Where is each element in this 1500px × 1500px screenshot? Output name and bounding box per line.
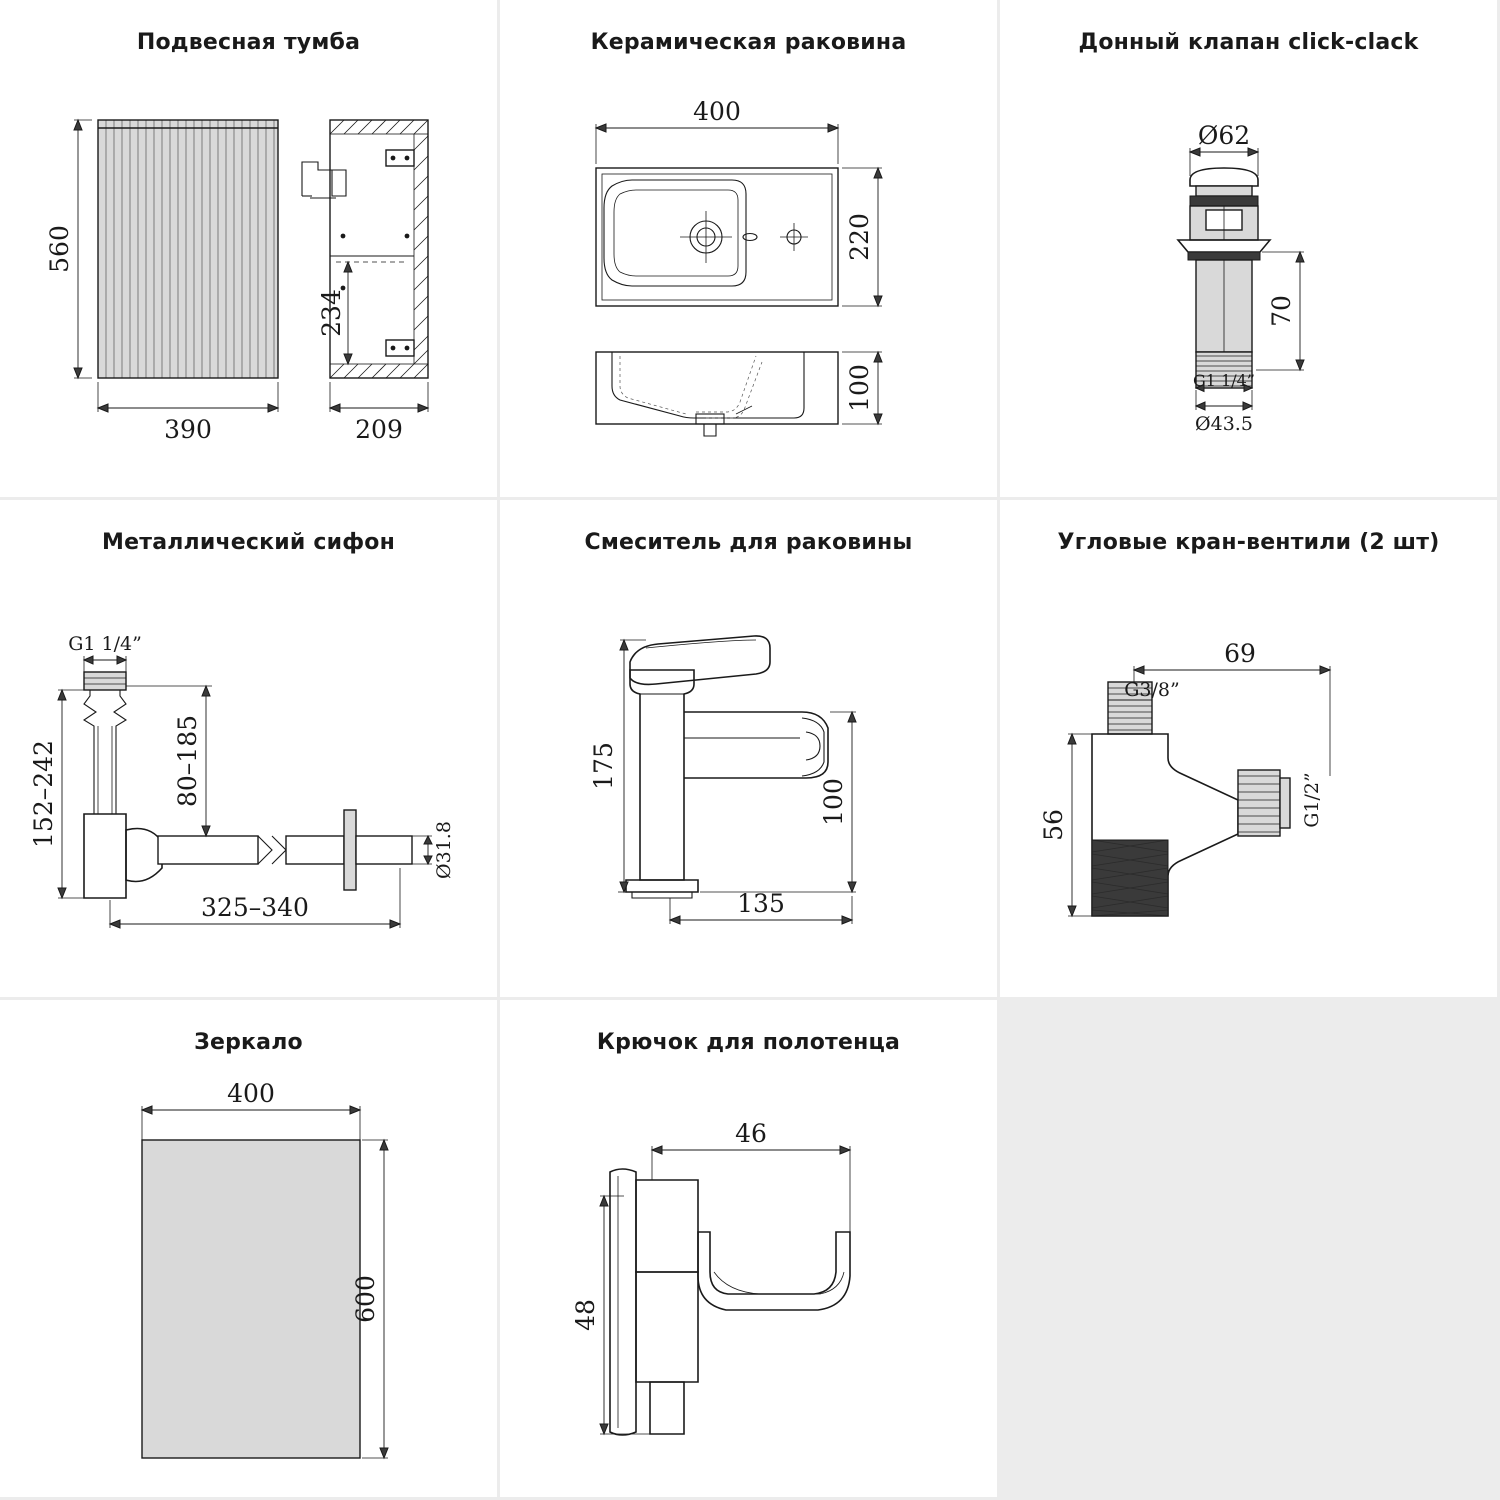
dim-valve-cap-diameter: Ø62 [1197, 121, 1251, 150]
panel-title-basin: Керамическая раковина [590, 30, 907, 55]
panel-title-mirror: Зеркало [194, 1030, 303, 1055]
panel-siphon [0, 500, 497, 997]
mixer-drawing [500, 500, 997, 997]
dim-mixer-total-height: 175 [589, 742, 618, 790]
panel-basin [500, 0, 997, 497]
panel-title-siphon: Металлический сифон [102, 530, 395, 555]
dim-hook-height: 48 [571, 1299, 600, 1331]
dim-siphon-height-range: 152–242 [29, 740, 58, 848]
dim-valve-body-diameter: Ø43.5 [1195, 413, 1253, 435]
panel-empty [1000, 1000, 1497, 1497]
dim-valve-length: 70 [1267, 295, 1296, 327]
dim-cabinet-depth: 209 [355, 415, 403, 444]
valves-drawing [1000, 500, 1497, 997]
panel-title-hook: Крючок для полотенца [596, 1030, 901, 1055]
panel-title-cabinet: Подвесная тумба [136, 30, 361, 55]
mirror-drawing [0, 1000, 497, 1497]
dim-mirror-width: 400 [227, 1079, 275, 1108]
dim-cabinet-shelf: 234 [317, 289, 346, 337]
siphon-drawing [0, 500, 497, 997]
panel-title-valves: Угловые кран-вентили (2 шт) [1057, 530, 1440, 555]
dim-mirror-height: 600 [351, 1275, 380, 1323]
panel-cabinet [0, 0, 497, 497]
dim-hook-depth: 46 [735, 1119, 767, 1148]
panel-clickclack [1000, 0, 1497, 497]
panel-mixer [500, 500, 997, 997]
panel-title-mixer: Смеситель для раковины [584, 530, 913, 555]
dim-mixer-spout-height: 100 [819, 778, 848, 826]
dim-valve-outlet-thread: G1/2” [1301, 772, 1323, 828]
dim-valve-inlet-thread: G3/8” [1124, 679, 1180, 701]
panel-mirror [0, 1000, 497, 1497]
dim-valve-thread: G1 1/4” [1193, 371, 1255, 390]
cabinet-drawing [0, 0, 497, 497]
dim-basin-height: 100 [845, 364, 874, 412]
dim-mixer-spout-reach: 135 [737, 889, 785, 918]
dim-basin-width: 400 [693, 97, 741, 126]
dim-siphon-outlet-height: 80–185 [173, 714, 202, 808]
panel-title-clickclack: Донный клапан click-clack [1078, 30, 1419, 55]
clickclack-drawing [1000, 0, 1497, 497]
dim-siphon-thread: G1 1/4” [68, 633, 142, 655]
panel-hook [500, 1000, 997, 1497]
dim-valve-length-69: 69 [1224, 639, 1256, 668]
dim-valve-height-56: 56 [1039, 809, 1068, 841]
dim-siphon-length-range: 325–340 [201, 893, 309, 922]
dim-cabinet-height: 560 [45, 225, 74, 273]
dim-siphon-pipe-diameter: Ø31.8 [433, 821, 455, 879]
panel-valves [1000, 500, 1497, 997]
hook-drawing [500, 1000, 997, 1497]
dim-cabinet-width: 390 [164, 415, 212, 444]
dim-basin-depth: 220 [845, 213, 874, 261]
basin-drawing [500, 0, 997, 497]
